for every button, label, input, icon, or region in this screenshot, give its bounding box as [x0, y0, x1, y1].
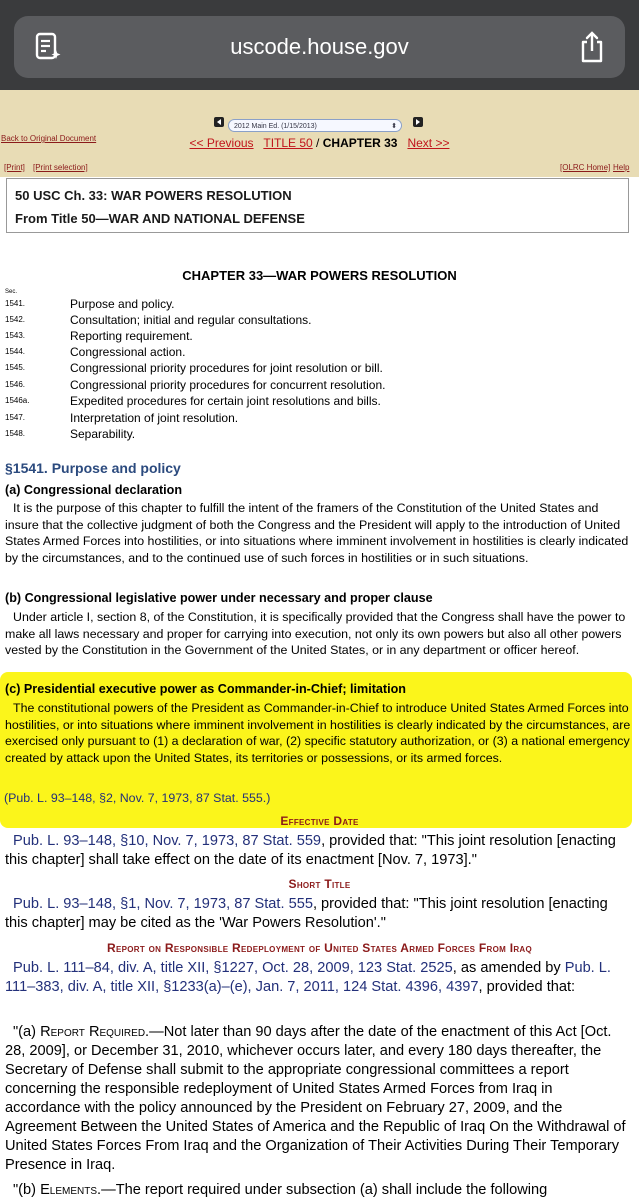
toc-item[interactable] — [0, 329, 639, 345]
toc-number: 1546. — [5, 380, 26, 389]
toc-number: 1541. — [5, 299, 26, 308]
effective-date-text: , provided that: "This joint resolution [enacting this chapter] shall take effect on the date of its enactment [Nov. 7, 1973]." — [5, 833, 616, 868]
quote-b-text: .—The report required under subsection (a) shall include the following — [97, 1182, 548, 1198]
source-credit: (Pub. L. 93–148, §2, Nov. 7, 1973, 87 Stat. 555.) — [4, 791, 271, 805]
toc-item[interactable] — [0, 313, 639, 329]
toc-title: Reporting requirement. — [70, 329, 193, 343]
toc-number: 1544. — [5, 347, 26, 356]
toc-title: Congressional priority procedures for joint resolution or bill. — [70, 361, 383, 375]
breadcrumb-separator: / — [312, 136, 323, 150]
effective-date-heading: Effective Date — [280, 814, 359, 828]
browser-toolbar — [0, 0, 639, 90]
toc-title: Congressional priority procedures for concurrent resolution. — [70, 378, 386, 392]
toc-number: 1542. — [5, 315, 26, 324]
toc-number: 1543. — [5, 331, 26, 340]
toc-item[interactable] — [0, 394, 639, 410]
effective-date-citation-link[interactable]: Pub. L. 93–148, §10, Nov. 7, 1973, 87 Stat. 559 — [13, 833, 322, 849]
current-chapter: CHAPTER 33 — [322, 136, 398, 150]
short-title-text: , provided that: "This joint resolution [enacting this chapter] may be cited as the 'War Powers Resolution'." — [5, 896, 608, 931]
report-citation-link-2[interactable]: Pub. L. 111–383, div. A, title XII, §1233(a)–(e), Jan. 7, 2011, 124 Stat. 4396, 4397 — [5, 960, 611, 995]
toc-number: 1548. — [5, 429, 26, 438]
report-heading: Report on Responsible Redeployment of United States Armed Forces From Iraq — [106, 941, 533, 955]
document-title: 50 USC Ch. 33: WAR POWERS RESOLUTION — [15, 188, 292, 203]
subsection-a-heading: (a) Congressional declaration — [5, 483, 183, 497]
edition-select[interactable] — [228, 119, 402, 132]
breadcrumb — [0, 136, 639, 150]
address-bar[interactable] — [14, 16, 625, 78]
next-edition-icon[interactable] — [413, 117, 423, 127]
quote-a-text: .—Not later than 90 days after the date of the enactment of this Act [Oct. 28, 2009], or December 31, 2010, whichever occurs later, and every 180 days thereafter, the Secretary of Defense shall submit to the appropriate congressional committees a report concerning the responsible redeployment of United States Armed Forces from Iraq in accordance with the policy announced by the President on February 27, 2009, and the Agreement Between the United States of America and the Republic of Iraq On the Withdrawal of United States Forces From Iraq and the Organization of Their Activities During Their Temporary Presence in Iraq. — [5, 1024, 626, 1173]
report-mid-text: , as amended by — [452, 960, 565, 976]
previous-link[interactable]: << Previous — [189, 136, 254, 150]
short-title-heading: Short Title — [288, 877, 351, 891]
toc-item[interactable] — [0, 411, 639, 427]
document-subtitle: From Title 50—WAR AND NATIONAL DEFENSE — [15, 211, 305, 226]
subsection-b-heading: (b) Congressional legislative power under necessary and proper clause — [5, 591, 433, 605]
olrc-home-link[interactable]: [OLRC Home] — [560, 163, 611, 172]
print-selection-link[interactable]: [Print selection] — [33, 163, 88, 172]
report-end-text: , provided that: — [478, 979, 576, 995]
url-text[interactable]: uscode.house.gov — [230, 34, 409, 59]
section-heading: §1541. Purpose and policy — [5, 460, 181, 476]
print-link[interactable]: [Print] — [4, 163, 25, 172]
short-title-citation-link[interactable]: Pub. L. 93–148, §1, Nov. 7, 1973, 87 Stat. 555 — [13, 896, 313, 912]
edition-value: 2012 Main Ed. (1/15/2013) — [234, 123, 317, 130]
toc-item[interactable] — [0, 297, 639, 313]
subsection-a-text: It is the purpose of this chapter to fulfill the intent of the framers of the Constitution of the United States and insure that the collective judgment of both the Congress and the President will apply to the introduction of United States Armed Forces into hostilities, or into situations where imminent involvement in hostilities is clearly indicated by the circumstances, and to the continued use of such forces in hostilities or in such situations. — [5, 501, 629, 565]
sec-label: Sec. — [5, 289, 18, 295]
toc-number: 1546a. — [5, 396, 30, 405]
help-link[interactable]: Help — [613, 163, 630, 172]
effective-date-note — [5, 832, 631, 870]
toc-number: 1545. — [5, 363, 26, 372]
previous-edition-icon[interactable] — [214, 117, 224, 127]
document-title-box — [6, 178, 629, 233]
toc-item[interactable] — [0, 427, 639, 443]
toc-title: Consultation; initial and regular consultations. — [70, 313, 312, 327]
quote-a-lead: "(a) — [13, 1024, 41, 1040]
next-link[interactable]: Next >> — [407, 136, 450, 150]
quote-b-label: Elements — [40, 1182, 98, 1198]
chapter-heading: CHAPTER 33—WAR POWERS RESOLUTION — [182, 268, 457, 283]
back-to-original-link[interactable]: Back to Original Document — [1, 134, 97, 143]
toc-item[interactable] — [0, 361, 639, 377]
toc-number: 1547. — [5, 413, 26, 422]
share-icon[interactable] — [579, 30, 605, 64]
subsection-c-heading: (c) Presidential executive power as Commander-in-Chief; limitation — [5, 682, 406, 696]
title-50-link[interactable]: TITLE 50 — [263, 136, 313, 150]
toc-title: Separability. — [70, 427, 136, 441]
quote-subsection-a — [5, 1023, 631, 1175]
toc-title: Purpose and policy. — [70, 297, 175, 311]
toc-title: Interpretation of joint resolution. — [70, 411, 239, 425]
chevron-down-icon: ⬍ — [391, 123, 397, 130]
report-note — [5, 959, 631, 997]
toc-title: Expedited procedures for certain joint resolutions and bills. — [70, 394, 381, 408]
toc-title: Congressional action. — [70, 345, 186, 359]
toc-item[interactable] — [0, 378, 639, 394]
report-citation-link-1[interactable]: Pub. L. 111–84, div. A, title XII, §1227, Oct. 28, 2009, 123 Stat. 2525 — [13, 960, 453, 976]
quote-subsection-b — [5, 1181, 631, 1200]
toc-item[interactable] — [0, 345, 639, 361]
quote-a-label: Report Required — [40, 1024, 146, 1040]
quote-b-lead: "(b) — [13, 1182, 41, 1198]
subsection-c-text: The constitutional powers of the President as Commander-in-Chief to introduce United States Armed Forces into hostilities, or into situations where imminent involvement in hostilities is clearly indicated by the circumstances, are exercised only pursuant to (1) a declaration of war, (2) specific statutory authorization, or (3) a national emergency created by attack upon the United States, its territories or possessions, or its armed forces. — [5, 701, 631, 765]
subsection-b-text: Under article I, section 8, of the Constitution, it is specifically provided that the Congress shall have the power to make all laws necessary and proper for carrying into execution, not only its own powers but also all other powers vested by the Constitution in the Government of the United States, or in any department or officer hereof. — [5, 610, 626, 657]
short-title-note — [5, 895, 631, 933]
